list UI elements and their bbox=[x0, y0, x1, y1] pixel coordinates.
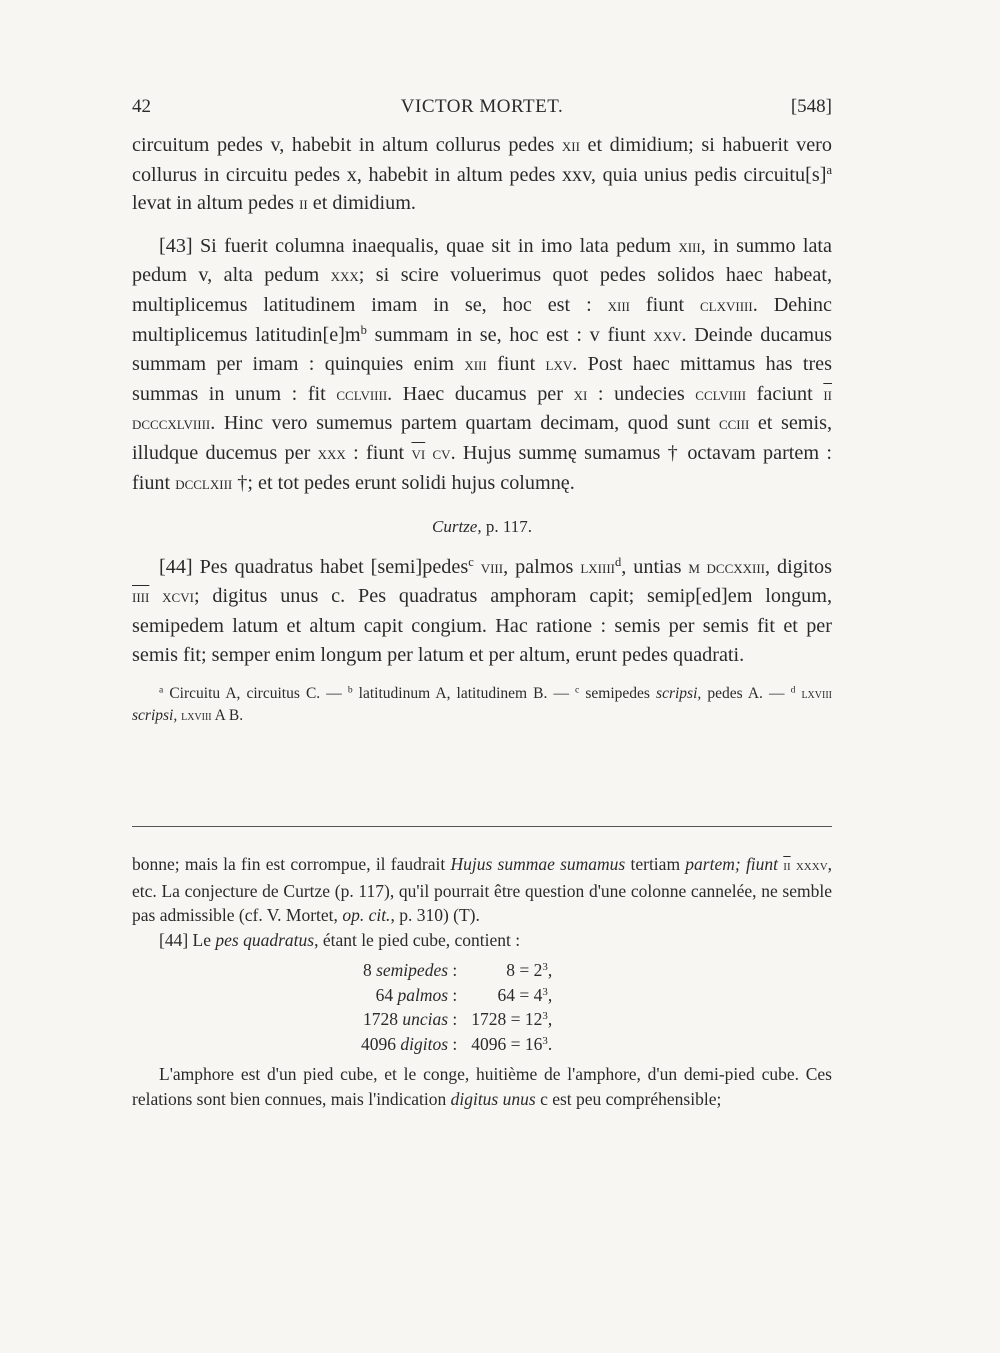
footnote-ref-d: d bbox=[615, 554, 622, 569]
paragraph-43: [43] Si fuerit columna inaequalis, quae sit in imo lata pedum xiii, in summo lata pedum v, alta pedum xxx; si scire voluerimus quot pedes solidos haec habeat, multiplicemus latitudinem imam in se, hoc est : xiii fiunt clxviiii. Dehinc multiplicemus $latitudin[e]m^b$ summam in se, hoc est : v fiunt xxv. Deinde ducamus summam per imam : quinquies enim xiii fiunt lxv. Post haec mittamus has tres summas in unum : fit cclviiii. Haec ducamus per xi : undecies cclviiii faciunt $\overline{ii}$ dcccxlviiii. Hinc vero sumemus partem quartam decimam, quod sunt cciii et semis, illudque ducemus per xxx : fiunt $\overline{vi}$ cv. Hujus summę sumamus † octavam partem : fiunt dcclxiii †; et tot pedes erunt solidi hujus columnę. bbox=[132, 234, 833, 494]
equation-row: 4096 digitos : $4096 = 16^3$. bbox=[361, 1033, 553, 1054]
divider-rule bbox=[132, 826, 832, 827]
note-continuation: bonne; mais la fin est corrompue, il faudrait Hujus summae sumamus tertiam partem; fiunt $\overline{ii}$ xxxv, etc. La conjecture de Curtze (p. 117), qu'il pourrait être question d'une colonne cannelée, ne semble pas admissible (cf. V. Mortet, op. cit., p. 310) (T). bbox=[132, 854, 833, 925]
citation: Curtze, p. 117. bbox=[432, 517, 532, 537]
equation-row: 1728 uncias : $1728 = 12^3$, bbox=[362, 1009, 553, 1029]
commentary-notes bbox=[132, 852, 832, 1111]
page-header bbox=[132, 96, 832, 124]
footnote-ref-c: c bbox=[468, 554, 474, 569]
running-title: VICTOR MORTET. bbox=[400, 96, 564, 117]
equation-row: 8 semipedes : $8 = 2^3$, bbox=[362, 960, 553, 980]
textual-footnotes: $^a$ Circuitu A, circuitus C. — $^b$ latitudinum A, latitudinem B. — $^c$ semipedes scripsi, pedes A. — $^d$ lxviii scripsi, lxviii A B. bbox=[132, 684, 832, 725]
note-amphora: L'amphore est d'un pied cube, et le conge, huitième de l'amphore, d'un demi-pied cube. Ces relations sont bien connues, mais l'indication digitus unus c est peu compréhensible; bbox=[132, 1064, 832, 1109]
footnote-ref-a: a bbox=[826, 162, 832, 177]
main-text bbox=[132, 131, 832, 727]
note-44: [44] Le pes quadratus, étant le pied cube, contient : bbox=[159, 929, 521, 950]
equation-table bbox=[357, 958, 556, 1056]
equation-row: 64 palmos : $64 = 4^3$, bbox=[375, 984, 553, 1005]
page-number: 42 bbox=[132, 96, 151, 117]
footnote-ref-b: b bbox=[360, 322, 367, 337]
paragraph-44: [44] Pes quadratus habet [semi]pedes$^c$ viii, palmos lxiiii$^d$, untias m dccxxiii, digitos iiii xcvi; digitus unus c. Pes quadratus amphoram capit; semip[ed]em longum, semipedem latum et altum capit congium. Hac ratione : semis per semis fit et per semis fit; semper enim longum per latum et per altum, erunt pedes quadrati. bbox=[132, 554, 833, 666]
paragraph-continuation: circuitum pedes v, habebit in altum collurus pedes xii et dimidium; si habuerit vero collurus in circuitu pedes x, habebit in altum pedes xxv, quia unius pedis $circuitu[s]^a$ levat in altum pedes ii et dimidium. bbox=[132, 134, 833, 215]
page-reference: [548] bbox=[790, 96, 832, 117]
